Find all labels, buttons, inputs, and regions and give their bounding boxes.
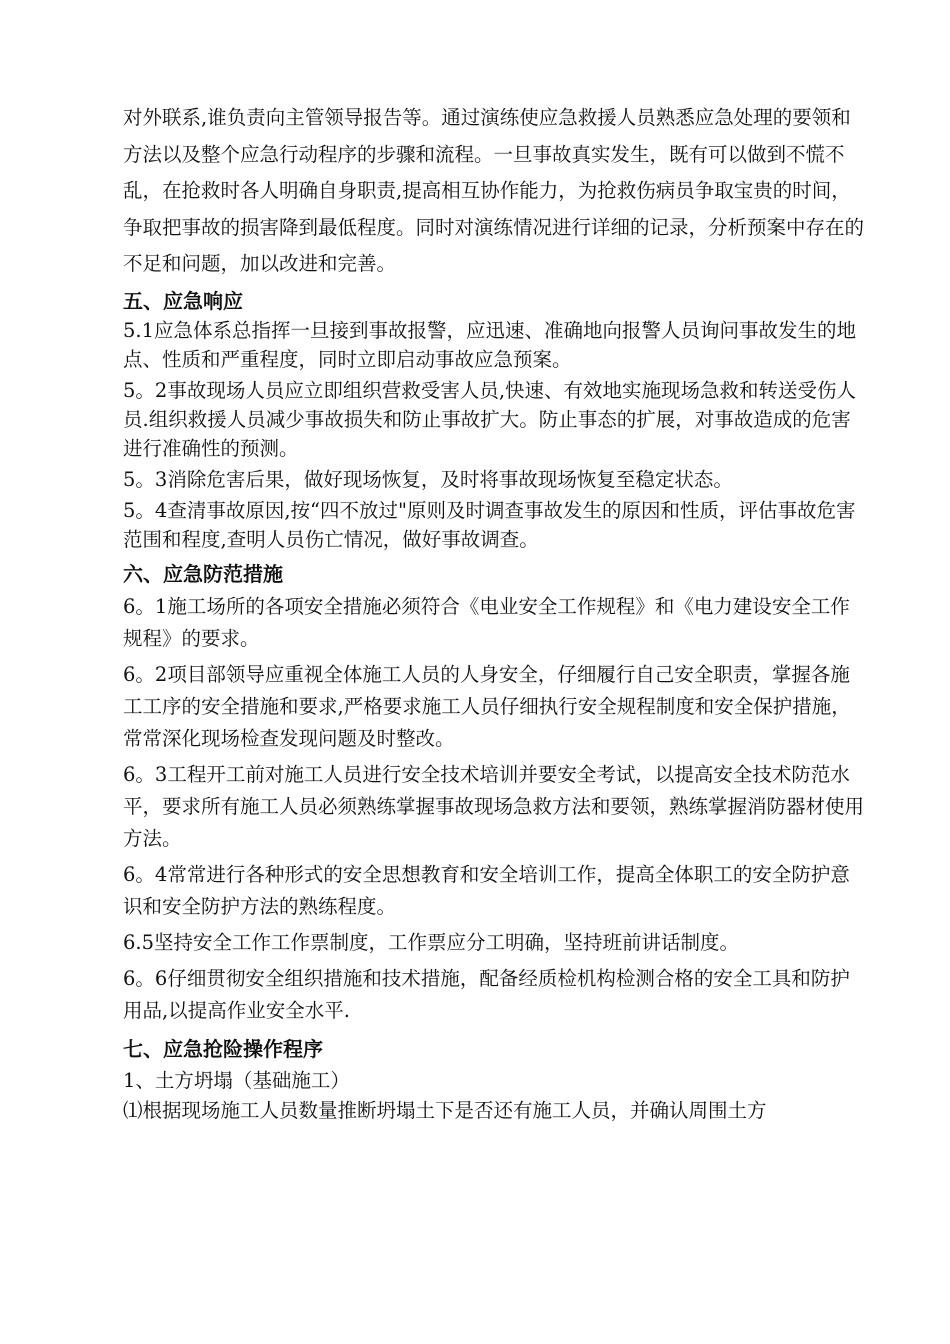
section-5-heading: 五、应急响应	[123, 288, 243, 313]
section-7-heading: 七、应急抢险操作程序	[123, 1036, 323, 1061]
section-5-item: 5。4查清事故原因,按“四不放过"原则及时调查事故发生的原因和性质，评估事故危害范围和程度,查明人员伤亡情况，做好事故调查。	[123, 498, 856, 551]
intro-paragraph: 对外联系,谁负责向主管领导报告等。通过演练使应急救援人员熟悉应急处理的要领和方法以及整个应急行动程序的步骤和流程。一旦事故真实发生，既有可以做到不慌不乱，在抢救时各人明确自身职责,提高相互协作能力，为抢救伤病员争取宝贵的时间，争取把事故的损害降到最低程度。同时对演练情况进行详细的记录，分析预案中存在的不足和问题，加以改进和完善。	[123, 106, 865, 275]
section-6-item: 6。1施工场所的各项安全措施必须符合《电业安全工作规程》和《电力建设安全工作规程》的要求。	[123, 594, 850, 650]
section-5-item: 5。2事故现场人员应立即组织营救受害人员,快速、有效地实施现场急救和转送受伤人员.组织救援人员减少事故损失和防止事故扩大。防止事态的扩展，对事故造成的危害进行准确性的预测。	[123, 378, 857, 460]
section-5-item: 5。3消除危害后果，做好现场恢复，及时将事故现场恢复至稳定状态。	[123, 467, 733, 491]
section-6-item: 6。3工程开工前对施工人员进行安全技术培训并要安全考试，以提高安全技术防范水平，要求所有施工人员必须熟练掌握事故现场急救方法和要领，熟练掌握消防器材使用方法。	[123, 762, 865, 850]
section-6-item: 6.5坚持安全工作工作票制度，工作票应分工明确，坚持班前讲话制度。	[123, 930, 740, 954]
section-6-item: 6。2项目部领导应重视全体施工人员的人身安全，仔细履行自己安全职责，掌握各施工工序的安全措施和要求,严格要求施工人员仔细执行安全规程制度和安全保护措施，常常深化现场检查发现问题及时整改。	[123, 662, 851, 750]
section-5-item: 5.1应急体系总指挥一旦接到事故报警，应迅速、准确地向报警人员询问事故发生的地点、性质和严重程度，同时立即启动事故应急预案。	[123, 318, 857, 371]
section-6-heading: 六、应急防范措施	[123, 561, 283, 586]
section-6-item: 6。4常常进行各种形式的安全思想教育和安全培训工作，提高全体职工的安全防护意识和安全防护方法的熟练程度。	[123, 862, 850, 918]
section-6-item: 6。6仔细贯彻安全组织措施和技术措施，配备经质检机构检测合格的安全工具和防护用品,以提高作业安全水平.	[123, 966, 850, 1022]
document-page	[123, 100, 868, 1127]
section-7-item: ⑴根据现场施工人员数量推断坍塌土下是否还有施工人员，并确认周围土方	[123, 1098, 767, 1122]
section-7-subheading: 1、土方坍塌（基础施工）	[123, 1068, 350, 1092]
